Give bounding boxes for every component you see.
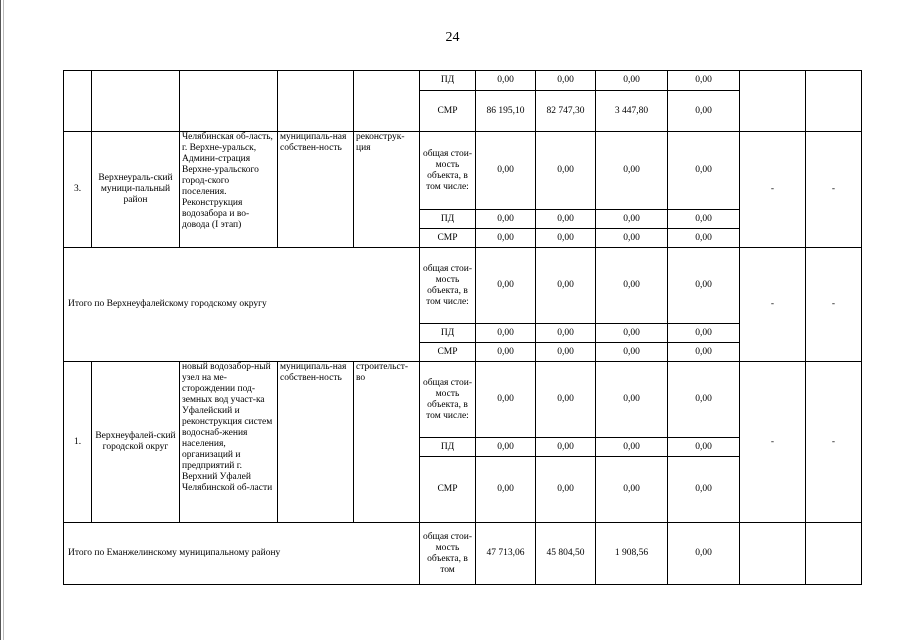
table-row	[64, 523, 862, 585]
left-margin-line	[0, 0, 1, 640]
cell-value: 0,00	[596, 248, 668, 324]
cell-value: 0,00	[536, 248, 596, 324]
page-number: 24	[445, 30, 460, 45]
cell-value: 47 713,06	[476, 523, 536, 585]
total-cost-label: общая стои-мость объекта, в том числе:	[420, 132, 476, 210]
cell-value: 0,00	[596, 438, 668, 457]
district-name: Верхнеуфалей-ский городской округ	[92, 362, 180, 523]
object-description: Челябинская об-ласть, г. Верхне-уральск, Админи-страция Верхне-уральского город-ского поселения. Реконструкция водозабора и во-довода (I этап)	[180, 132, 278, 248]
cell-value: 0,00	[476, 210, 536, 229]
cell-value: 0,00	[668, 248, 740, 324]
smr-label: СМР	[420, 91, 476, 132]
cell-value: 0,00	[536, 210, 596, 229]
row-number: 1.	[64, 362, 92, 523]
cell-value: 82 747,30	[536, 91, 596, 132]
cell-value: 0,00	[668, 343, 740, 362]
pd-label: ПД	[420, 71, 476, 91]
cell-value: 0,00	[596, 210, 668, 229]
cell-value: 0,00	[596, 343, 668, 362]
cell-value: 0,00	[536, 324, 596, 343]
cell-value: 0,00	[596, 324, 668, 343]
cell-value: 0,00	[668, 523, 740, 585]
table-row	[64, 362, 862, 438]
cell-value: 0,00	[668, 457, 740, 523]
pd-label: ПД	[420, 438, 476, 457]
budget-table	[63, 70, 862, 585]
cell-value: 0,00	[596, 457, 668, 523]
cell-value: 0,00	[668, 438, 740, 457]
cell-value: 0,00	[476, 362, 536, 438]
cell-value: 0,00	[476, 438, 536, 457]
table-row	[64, 71, 862, 91]
ownership: муниципаль-ная собствен-ность	[278, 362, 354, 523]
row-number: 3.	[64, 132, 92, 248]
smr-label: СМР	[420, 457, 476, 523]
cell-value: 0,00	[476, 457, 536, 523]
cell-value: 0,00	[536, 438, 596, 457]
cell-value: 0,00	[668, 362, 740, 438]
total-cost-label: общая стои-мость объекта, в том числе:	[420, 248, 476, 324]
cell-value: 0,00	[668, 210, 740, 229]
cell-value: 0,00	[536, 132, 596, 210]
table-row	[64, 248, 862, 324]
left-margin-line-2	[3, 0, 4, 640]
cell-value: 0,00	[668, 324, 740, 343]
cell-value: 0,00	[596, 132, 668, 210]
cell-value: 0,00	[536, 457, 596, 523]
subtotal-label: Итого по Еманжелинскому муниципальному району	[64, 523, 420, 585]
cell-value: 0,00	[476, 324, 536, 343]
cell-value: 0,00	[668, 229, 740, 248]
dash-cell: -	[740, 248, 806, 362]
cell-value: 0,00	[476, 132, 536, 210]
district-name: Верхнеураль-ский муници-пальный район	[92, 132, 180, 248]
cell-value: 0,00	[668, 132, 740, 210]
cell-value: 0,00	[596, 229, 668, 248]
cell-value: 0,00	[536, 71, 596, 91]
subtotal-label: Итого по Верхнеуфалейскому городскому округу	[64, 248, 420, 362]
cell-value: 0,00	[476, 248, 536, 324]
work-type: строительст-во	[354, 362, 420, 523]
total-cost-label: общая стои-мость объекта, в том	[420, 523, 476, 585]
dash-cell: -	[806, 362, 862, 523]
total-cost-label: общая стои-мость объекта, в том числе:	[420, 362, 476, 438]
cell-value: 0,00	[536, 343, 596, 362]
cell-value: 0,00	[536, 362, 596, 438]
cell-value: 1 908,56	[596, 523, 668, 585]
smr-label: СМР	[420, 229, 476, 248]
object-description: новый водозабор-ный узел на ме-сторождении под-земных вод участ-ка Уфалейский и реконструкция систем водоснаб-жения населения, организаций и предприятий г. Верхний Уфалей Челябинской об-ласти	[180, 362, 278, 523]
ownership: муниципаль-ная собствен-ность	[278, 132, 354, 248]
cell-value: 0,00	[596, 362, 668, 438]
pd-label: ПД	[420, 324, 476, 343]
cell-value: 86 195,10	[476, 91, 536, 132]
cell-value: 0,00	[476, 71, 536, 91]
pd-label: ПД	[420, 210, 476, 229]
smr-label: СМР	[420, 343, 476, 362]
cell-value: 0,00	[476, 343, 536, 362]
dash-cell: -	[740, 362, 806, 523]
cell-value: 0,00	[668, 91, 740, 132]
cell-value: 3 447,80	[596, 91, 668, 132]
cell-value: 0,00	[476, 229, 536, 248]
dash-cell: -	[740, 132, 806, 248]
cell-value: 0,00	[596, 71, 668, 91]
cell-value: 0,00	[536, 229, 596, 248]
table-row	[64, 132, 862, 210]
cell-value: 45 804,50	[536, 523, 596, 585]
dash-cell: -	[806, 248, 862, 362]
cell-value: 0,00	[668, 71, 740, 91]
work-type: реконструк-ция	[354, 132, 420, 248]
dash-cell: -	[806, 132, 862, 248]
